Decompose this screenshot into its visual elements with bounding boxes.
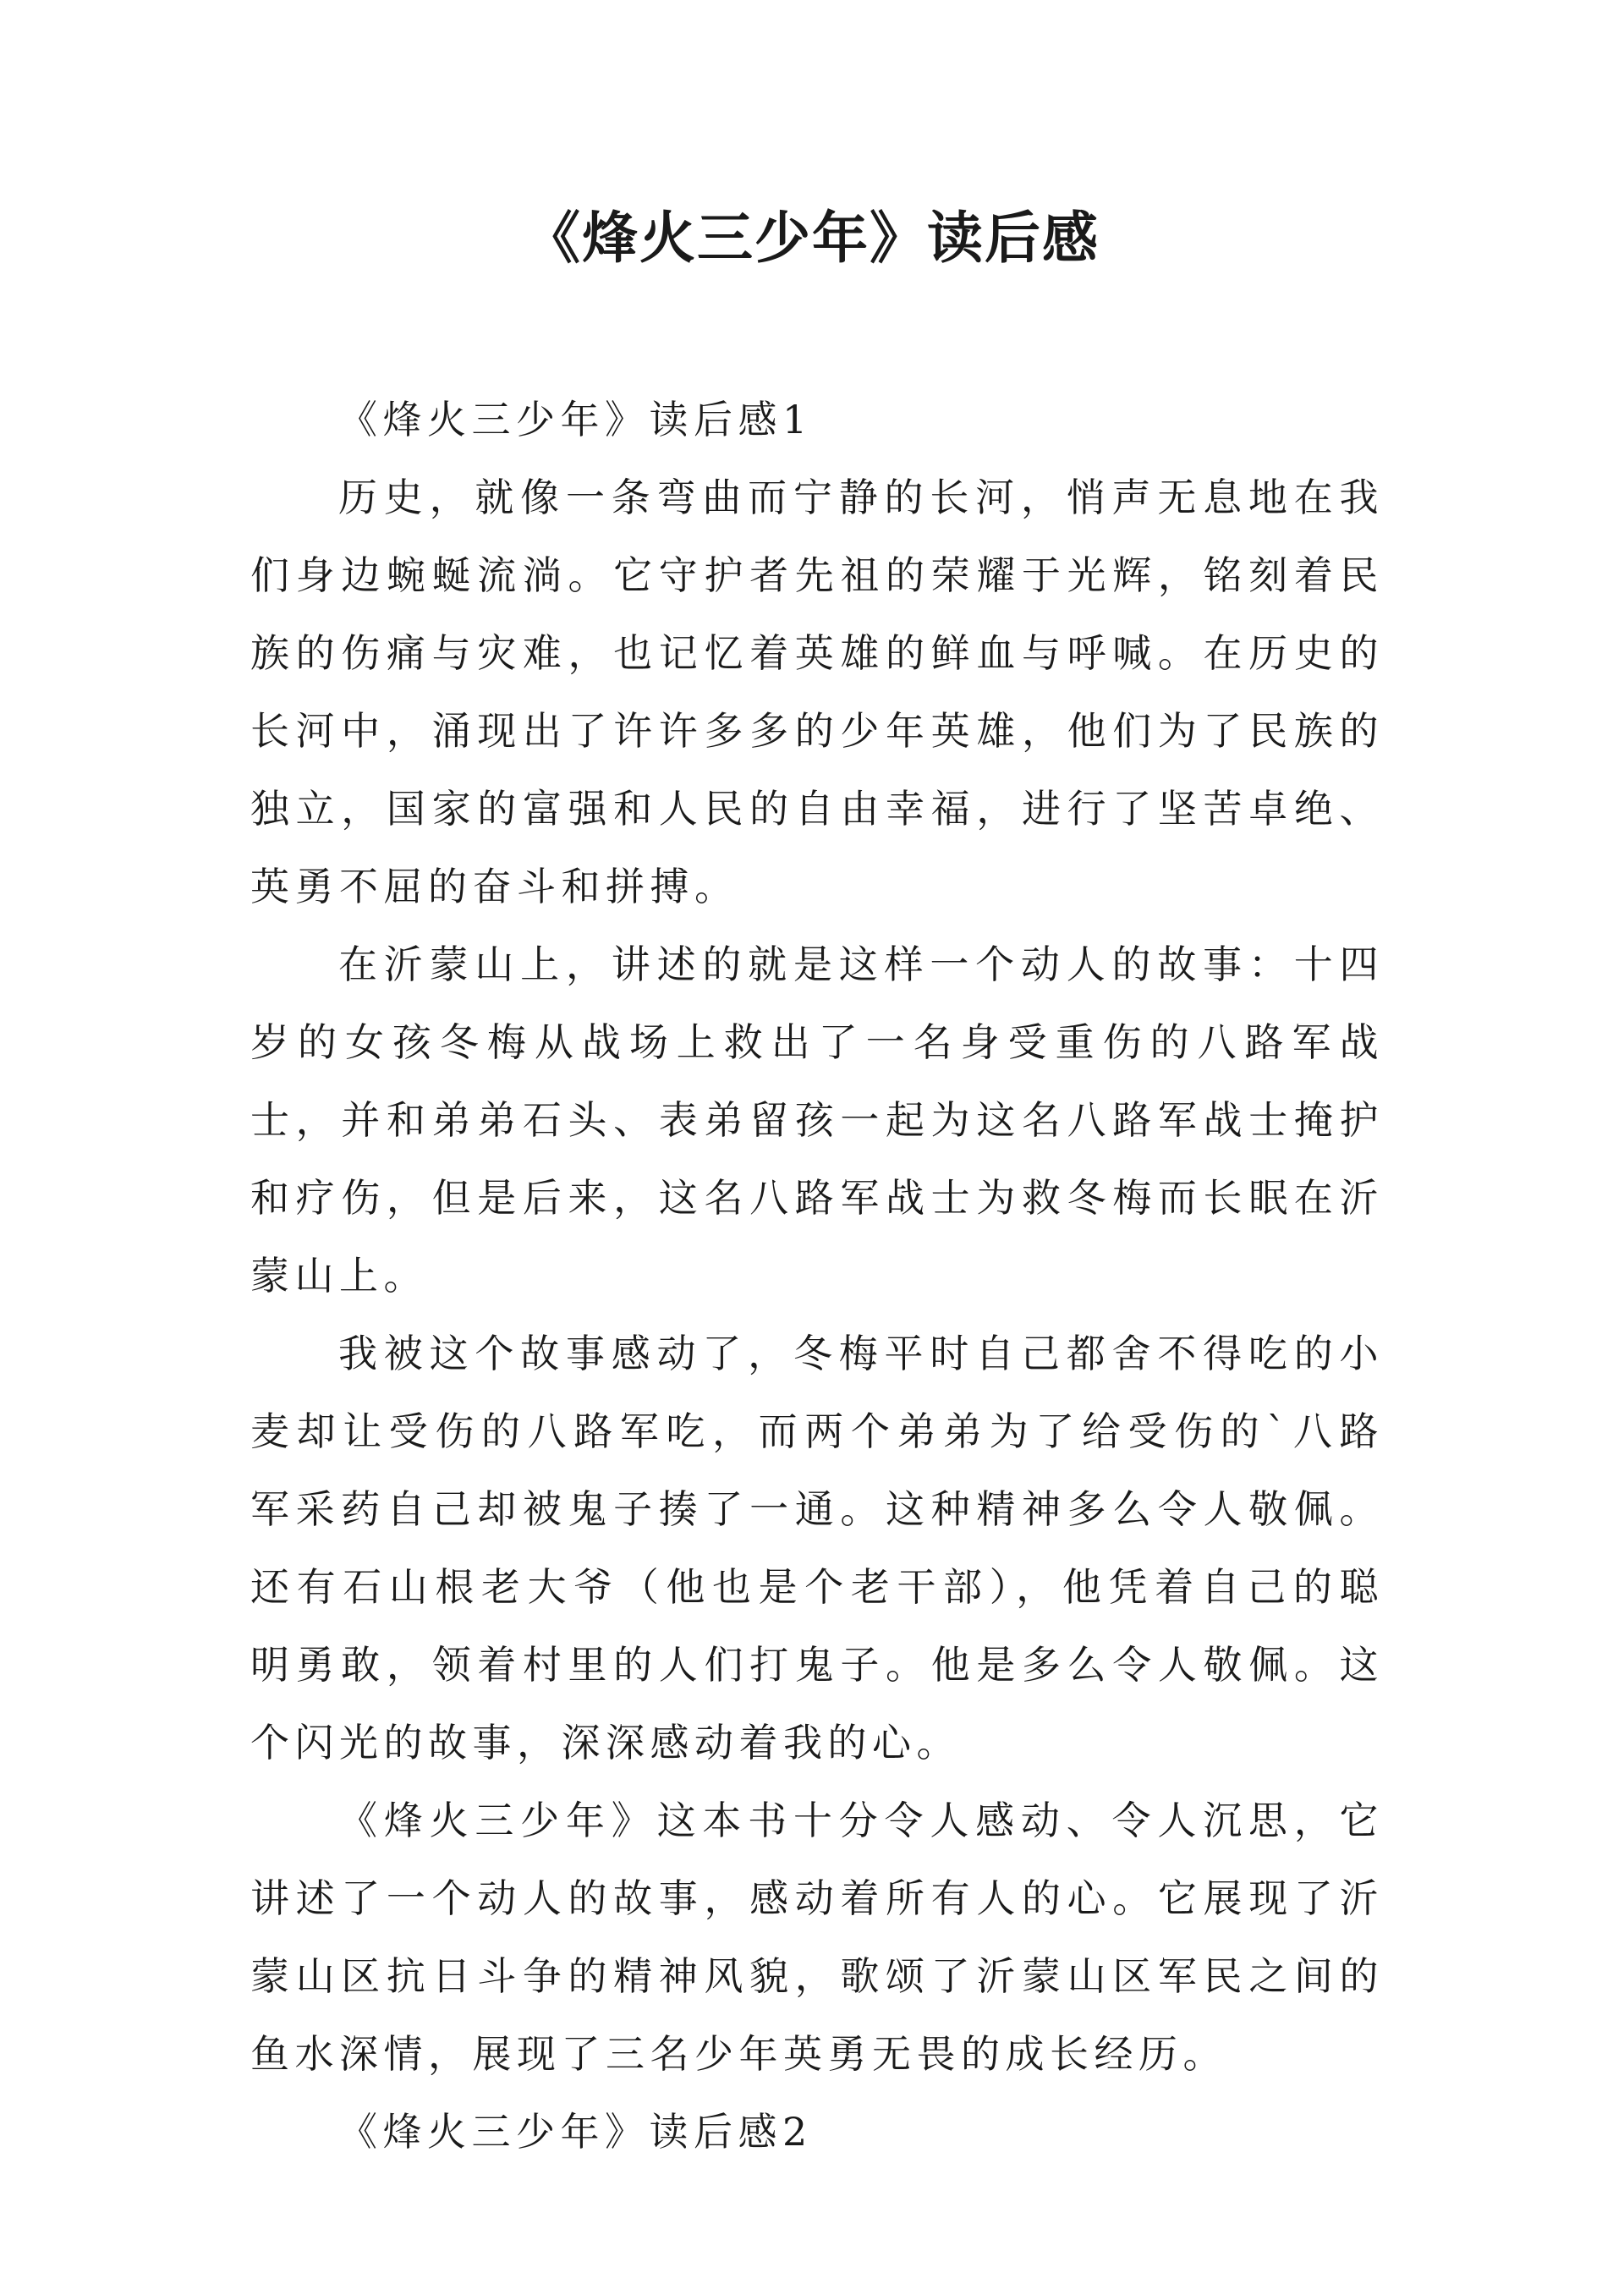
section-heading-1: 《烽火三少年》读后感1	[338, 397, 813, 442]
document-body	[250, 381, 1384, 2171]
paragraph-book-summary: 《烽火三少年》这本书十分令人感动、令人沉思，它讲述了一个动人的故事，感动着所有人的心。它展现了沂蒙山区抗日斗争的精神风貌，歌颂了沂蒙山区军民之间的鱼水深情，展现了三名少年英勇无畏的成长经历。	[250, 1798, 1384, 2077]
paragraph-story: 在沂蒙山上，讲述的就是这样一个动人的故事：十四岁的女孩冬梅从战场上救出了一名身受重伤的八路军战士，并和弟弟石头、表弟留孩一起为这名八路军战士掩护和疗伤，但是后来，这名八路军战士为救冬梅而长眠在沂蒙山上。	[250, 942, 1384, 1298]
paragraph-history: 历史，就像一条弯曲而宁静的长河，悄声无息地在我们身边蜿蜒流淌。它守护者先祖的荣耀于光辉，铭刻着民族的伤痛与灾难，也记忆着英雄的鲜血与呼喊。在历史的长河中，涌现出了许许多多的少年英雄，他们为了民族的独立，国家的富强和人民的自由幸福，进行了坚苦卓绝、英勇不屈的奋斗和拼搏。	[250, 475, 1384, 909]
section-heading-2: 《烽火三少年》读后感2	[338, 2109, 813, 2155]
document-title: 《烽火三少年》读后感	[524, 206, 1100, 271]
paragraph-moved: 我被这个故事感动了，冬梅平时自己都舍不得吃的小麦却让受伤的八路军吃，而两个弟弟为了给受伤的`八路军采药自己却被鬼子揍了一通。这种精神多么令人敬佩。还有石山根老大爷（他也是个老干部），他凭着自己的聪明勇敢，领着村里的人们打鬼子。他是多么令人敬佩。这个闪光的故事，深深感动着我的心。	[250, 1331, 1384, 1765]
